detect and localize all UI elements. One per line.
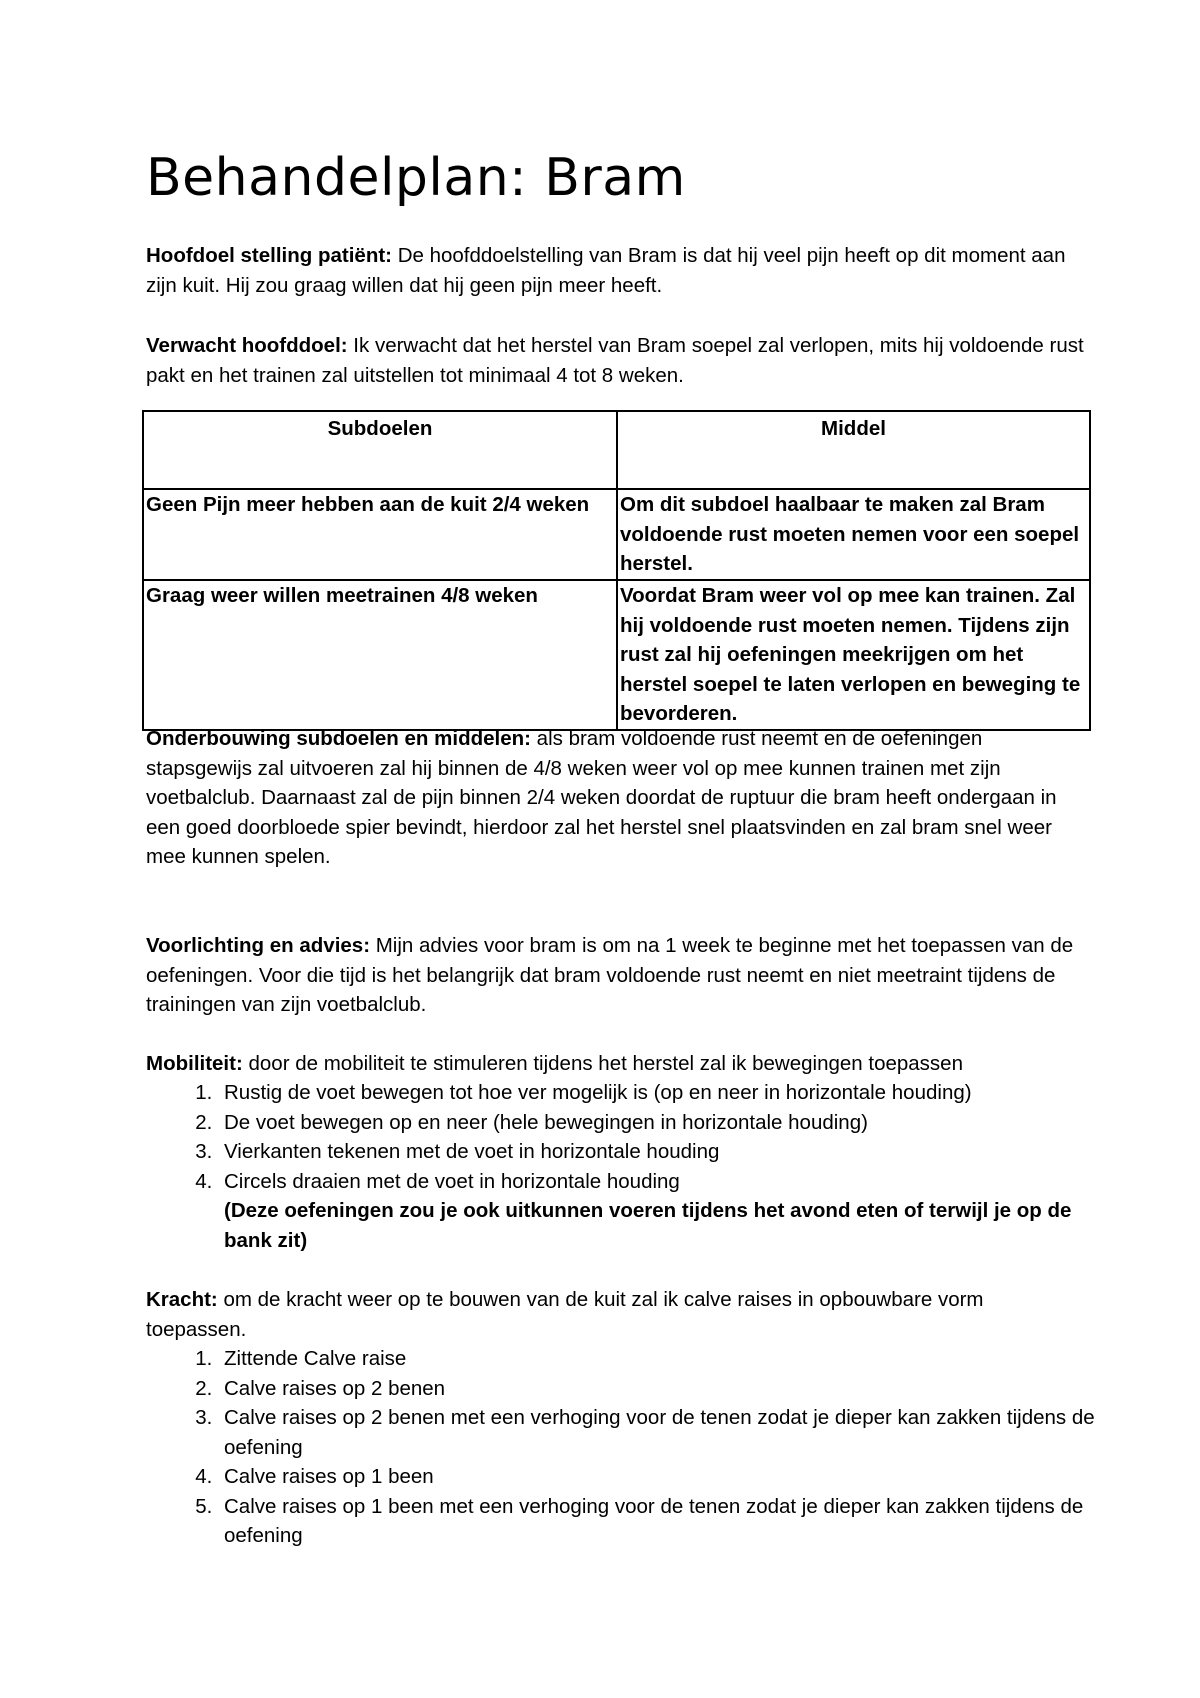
hoofddoel-label: Hoofdoel stelling patiënt: (146, 244, 392, 267)
list-item: 2. Calve raises op 2 benen (218, 1374, 1098, 1404)
header-subdoelen: Subdoelen (143, 411, 617, 489)
onderbouwing-paragraph (146, 724, 1086, 872)
subdoel-cell: Graag weer willen meetrainen 4/8 weken (143, 580, 617, 730)
verwacht-text: Ik verwacht dat het herstel van Bram soepel zal verlopen, mits hij voldoende rust pakt en het trainen zal uitstellen tot minimaal 4 tot 8 weken. (146, 334, 1084, 387)
list-item: 1. Rustig de voet bewegen tot hoe ver mogelijk is (op en neer in horizontale houding) (218, 1078, 1098, 1108)
mobiliteit-label: Mobiliteit: (146, 1052, 243, 1075)
table-row (143, 489, 1090, 580)
list-item-text: Circels draaien met de voet in horizontale houding (224, 1169, 680, 1193)
mobiliteit-list (186, 1078, 1098, 1255)
mobiliteit-paragraph (146, 1049, 1086, 1079)
mobiliteit-text: door de mobiliteit te stimuleren tijdens het herstel zal ik bewegingen toepassen (242, 1052, 963, 1075)
hoofddoel-paragraph (146, 241, 1086, 300)
subdoel-cell: Geen Pijn meer hebben aan de kuit 2/4 weken (143, 489, 617, 580)
voorlichting-label: Voorlichting en advies: (146, 934, 371, 957)
onderbouwing-text: als bram voldoende rust neemt en de oefeningen stapsgewijs zal uitvoeren zal hij binnen de 4/8 weken weer vol op mee kunnen trainen met zijn voetbalclub. Daarnaast zal de pijn binnen 2/4 weken doordat de ruptuur die bram heeft ondergaan in een goed doorbloede spier bevindt, hierdoor zal het herstel snel plaatsvinden en zal bram snel weer mee kunnen spelen. (146, 727, 1057, 868)
subgoals-table (142, 410, 1091, 731)
kracht-paragraph (146, 1285, 1086, 1344)
voorlichting-paragraph (146, 931, 1086, 1020)
verwacht-paragraph (146, 331, 1086, 390)
kracht-list (186, 1344, 1098, 1551)
list-item: 4. Calve raises op 1 been (218, 1462, 1098, 1492)
list-item: 3. Vierkanten tekenen met de voet in horizontale houding (218, 1137, 1098, 1167)
onderbouwing-label: Onderbouwing subdoelen en middelen: (146, 727, 531, 750)
kracht-label: Kracht: (146, 1288, 218, 1311)
hoofddoel-text: De hoofddoelstelling van Bram is dat hij veel pijn heeft op dit moment aan zijn kuit. Hij zou graag willen dat hij geen pijn meer heeft. (146, 244, 1066, 297)
mobiliteit-note: (Deze oefeningen zou je ook uitkunnen voeren tijdens het avond eten of terwijl je op de bank zit) (224, 1199, 1072, 1252)
header-middel: Middel (617, 411, 1090, 489)
list-item: 5. Calve raises op 1 been met een verhoging voor de tenen zodat je dieper kan zakken tijdens de oefening (218, 1492, 1098, 1551)
page-title: Behandelplan: Bram (146, 148, 686, 208)
table-row (143, 580, 1090, 730)
list-item: 2. De voet bewegen op en neer (hele bewegingen in horizontale houding) (218, 1108, 1098, 1138)
middel-cell: Om dit subdoel haalbaar te maken zal Bram voldoende rust moeten nemen voor een soepel herstel. (617, 489, 1090, 580)
kracht-text: om de kracht weer op te bouwen van de kuit zal ik calve raises in opbouwbare vorm toepassen. (146, 1288, 984, 1341)
voorlichting-text: Mijn advies voor bram is om na 1 week te beginne met het toepassen van de oefeningen. Voor die tijd is het belangrijk dat bram voldoende rust neemt en niet meetraint tijdens de trainingen van zijn voetbalclub. (146, 934, 1074, 1016)
verwacht-label: Verwacht hoofddoel: (146, 334, 348, 357)
list-item (218, 1167, 1098, 1256)
middel-cell: Voordat Bram weer vol op mee kan trainen. Zal hij voldoende rust moeten nemen. Tijdens zijn rust zal hij oefeningen meekrijgen om het herstel soepel te laten verlopen en beweging te bevorderen. (617, 580, 1090, 730)
list-item: 3. Calve raises op 2 benen met een verhoging voor de tenen zodat je dieper kan zakken tijdens de oefening (218, 1403, 1098, 1462)
list-item: 1. Zittende Calve raise (218, 1344, 1098, 1374)
table-header-row (143, 411, 1090, 489)
